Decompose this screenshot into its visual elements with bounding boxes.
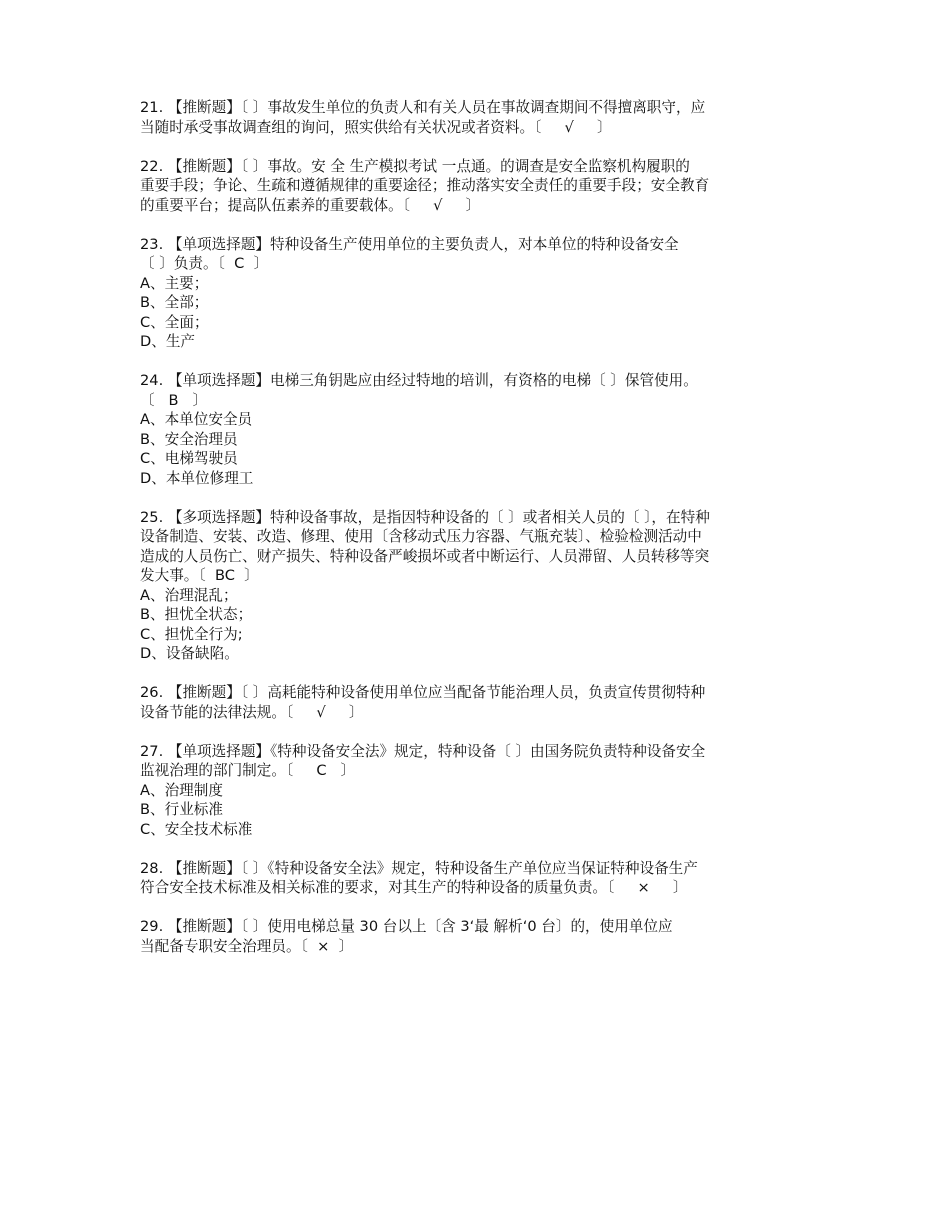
- stem-line: 23. 【单项选择题】特种设备生产使用单位的主要负责人，对本单位的特种设备安全: [140, 235, 679, 253]
- option-b: B、安全治理员: [140, 430, 238, 448]
- question-stem: [140, 508, 810, 586]
- stem-line: 设备制造、安装、改造、修理、使用〔含移动式压力容器、气瓶充装〕、检验检测活动中: [140, 528, 702, 545]
- option-a: A、治理混乱；: [140, 586, 238, 604]
- option-list: [140, 410, 810, 488]
- stem-line: 28. 【推断题】〔 〕《特种设备安全法》规定，特种设备生产单位应当保证特种设备生产: [140, 859, 698, 877]
- option-b: B、全部；: [140, 294, 209, 311]
- option-d: D、设备缺陷。: [140, 645, 239, 662]
- option-d: D、本单位修理工: [140, 469, 254, 487]
- question-stem: [140, 683, 810, 722]
- question-21: [140, 98, 810, 137]
- question-29: [140, 917, 810, 956]
- question-26: [140, 683, 810, 722]
- option-c: C、担忧全行为;: [140, 625, 243, 643]
- question-23: [140, 235, 810, 352]
- option-b: B、担忧全状态；: [140, 606, 253, 623]
- stem-line: 27. 【单项选择题】《特种设备安全法》规定，特种设备〔 〕由国务院负责特种设备安全: [140, 742, 706, 760]
- question-stem: [140, 371, 810, 410]
- stem-line: 造成的人员伤亡、财产损失、特种设备严峻损坏或者中断运行、人员滞留、人员转移等突: [140, 547, 710, 565]
- stem-line: 〔 B 〕: [140, 391, 208, 409]
- question-22: [140, 157, 810, 216]
- option-list: [140, 781, 810, 840]
- question-stem: [140, 235, 810, 274]
- stem-line: 当随时承受事故调查组的询问，照实供给有关状况或者资料。〔 √ 〕: [140, 118, 612, 136]
- option-a: A、治理制度: [140, 781, 223, 799]
- option-d: D、生产: [140, 333, 196, 350]
- stem-line: 24. 【单项选择题】电梯三角钥匙应由经过特地的培训，有资格的电梯〔 〕保管使用。: [140, 372, 698, 389]
- question-24: [140, 371, 810, 488]
- question-25: [140, 508, 810, 664]
- question-stem: [140, 157, 810, 216]
- option-a: A、主要；: [140, 274, 209, 292]
- option-c: C、安全技术标准: [140, 820, 253, 838]
- stem-line: 29. 【推断题】〔 〕使用电梯总量 30 台以上〔含 3‘最 解析‘0 台〕的，使用单位应: [140, 918, 673, 935]
- stem-line: 发大事。〔 BC 〕: [140, 567, 259, 584]
- stem-line: 重要手段；争论、生疏和遵循规律的重要途径；推动落实安全责任的重要手段；安全教育: [140, 177, 710, 194]
- option-list: [140, 274, 810, 352]
- question-stem: [140, 98, 810, 137]
- question-28: [140, 859, 810, 898]
- stem-line: 设备节能的法律法规。〔 √ 〕: [140, 703, 364, 721]
- option-c: C、电梯驾驶员: [140, 450, 238, 467]
- stem-line: 监视治理的部门制定。〔 C 〕: [140, 762, 356, 779]
- question-stem: [140, 742, 810, 781]
- question-stem: [140, 917, 810, 956]
- question-27: [140, 742, 810, 840]
- option-list: [140, 586, 810, 664]
- exam-page: [140, 98, 810, 976]
- stem-line: 25. 【多项选择题】特种设备事故，是指因特种设备的〔 〕或者相关人员的〔 〕，在特种: [140, 508, 710, 526]
- stem-line: 22. 【推断题】〔 〕事故。安 全 生产模拟考试 一点通。的调查是安全监察机构履职的: [140, 157, 690, 175]
- stem-line: 〔 〕负责。〔 C 〕: [140, 255, 269, 272]
- option-a: A、本单位安全员: [140, 411, 253, 428]
- option-c: C、全面；: [140, 313, 209, 331]
- stem-line: 的重要平台；提高队伍素养的重要载体。〔 √ 〕: [140, 196, 481, 214]
- stem-line: 21. 【推断题】〔 〕事故发生单位的负责人和有关人员在事故调查期间不得擅离职守，应: [140, 99, 706, 116]
- stem-line: 26. 【推断题】〔 〕高耗能特种设备使用单位应当配备节能治理人员，负责宣传贯彻特种: [140, 684, 706, 701]
- stem-line: 当配备专职安全治理员。〔 × 〕: [140, 937, 354, 955]
- option-b: B、行业标准: [140, 801, 223, 818]
- stem-line: 符合安全技术标准及相关标准的要求，对其生产的特种设备的质量负责。〔 × 〕: [140, 879, 688, 896]
- question-stem: [140, 859, 810, 898]
